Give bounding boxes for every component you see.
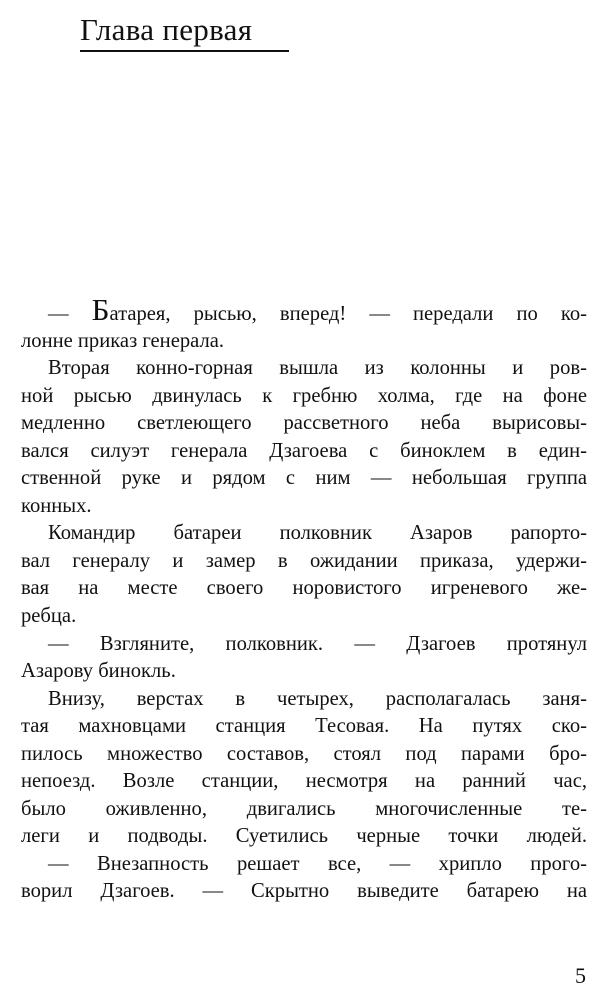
text-line: было оживленно, двигались многочисленные те- (21, 797, 587, 820)
text-line: конных. (21, 494, 92, 517)
text-line: пилось множество составов, стоял под парами бро- (21, 742, 587, 765)
text-line: ворил Дзагоев. — Скрытно выведите батарею на (21, 880, 587, 903)
text-line: вался силуэт генерала Дзагоева с биноклем в един- (21, 439, 587, 462)
paragraph (21, 686, 587, 851)
text-line: леги и подводы. Суетились черные точки людей. (21, 825, 587, 848)
text-line: — Внезапность решает все, — хрипло прого- (48, 852, 587, 875)
dash-prefix: — (48, 303, 92, 325)
text-line: лонне приказ генерала. (21, 329, 225, 352)
page-number: 5 (575, 963, 586, 988)
chapter-title-underline (80, 50, 289, 52)
text-line: — Взгляните, полковник. — Дзагоев протянул (48, 632, 587, 655)
text-line: вал генералу и замер в ожидании приказа, удержи- (21, 549, 587, 572)
text-line: тая махновцами станция Тесовая. На путях ско- (21, 715, 587, 738)
line-text: атарея, рысью, вперед! — передали по ко- (109, 303, 587, 325)
text-line: Вторая конно-горная вышла из колонны и ров- (48, 357, 587, 380)
body-text (21, 292, 587, 906)
paragraph (21, 851, 587, 906)
text-line: ной рысью двинулась к гребню холма, где на фоне (21, 384, 587, 407)
text-line: медленно светлеющего рассветного неба вырисовы- (21, 412, 587, 435)
chapter-title: Глава первая (80, 12, 253, 47)
paragraph (21, 631, 587, 686)
text-line: непоезд. Возле станции, несмотря на ранний час, (21, 770, 587, 793)
text-line: Командир батареи полковник Азаров рапорто- (48, 522, 587, 545)
paragraph (21, 292, 587, 355)
text-line: ребца. (21, 605, 77, 628)
text-line (21, 292, 587, 328)
text-line: Азарову бинокль. (21, 660, 176, 683)
text-line: вая на месте своего норовистого игреневого же- (21, 577, 587, 600)
paragraph (21, 520, 587, 630)
text-line: ственной руке и рядом с ним — небольшая группа (21, 467, 587, 490)
text-line: Внизу, верстах в четырех, располагалась заня- (48, 687, 587, 710)
paragraph (21, 355, 587, 520)
drop-letter: Б (91, 292, 110, 327)
